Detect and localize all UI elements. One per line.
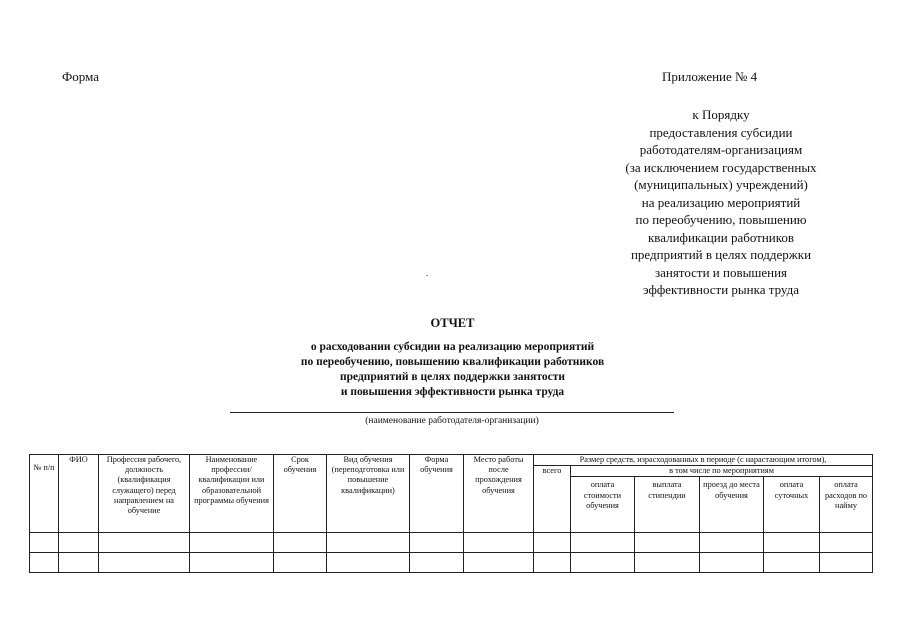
appendix-line: квалификации работников	[647, 229, 795, 245]
header-program: Наименование профессии/ квалификации или образовательной программы обучения	[190, 455, 274, 533]
report-subtitle-line: по переобучению, повышению квалификации работников	[300, 356, 605, 368]
table-cell[interactable]	[700, 533, 764, 553]
table-cell[interactable]	[635, 533, 700, 553]
header-funds-group: Размер средств, израсходованных в периоде (с нарастающим итогом),	[534, 455, 873, 466]
appendix-line: по переобучению, повышению	[635, 212, 807, 227]
table-cell[interactable]	[190, 553, 274, 573]
appendix-title: Приложение № 4	[662, 69, 758, 84]
table-cell[interactable]	[464, 533, 534, 553]
appendix-line: предоставления субсидии	[649, 124, 793, 140]
table-cell[interactable]	[764, 533, 820, 553]
table-cell[interactable]	[99, 533, 190, 553]
table-cell[interactable]	[274, 553, 327, 573]
report-subtitle-line: предприятий в целях поддержки занятости	[339, 371, 566, 383]
table-cell[interactable]	[410, 533, 464, 553]
table-cell[interactable]	[190, 533, 274, 553]
table-row	[30, 553, 873, 573]
appendix-description	[590, 106, 852, 299]
header-training-form: Форма обучения	[410, 455, 464, 533]
header-duration: Срок обучения	[274, 455, 327, 533]
report-subtitle-line: и повышения эффективности рынка труда	[340, 386, 565, 398]
report-title: ОТЧЕТ	[430, 316, 475, 330]
table-cell[interactable]	[59, 533, 99, 553]
table-cell[interactable]	[820, 553, 873, 573]
table-header-row	[30, 455, 873, 466]
appendix-line: (за исключением государственных	[625, 159, 817, 175]
table-cell[interactable]	[534, 533, 571, 553]
table-cell[interactable]	[464, 553, 534, 573]
table-cell[interactable]	[99, 553, 190, 573]
employer-caption: (наименование работодателя-организации)	[365, 416, 539, 426]
appendix-line: предприятий в целях поддержки	[630, 247, 812, 262]
header-sub-tuition: оплата стоимости обучения	[571, 477, 635, 533]
table-cell[interactable]	[59, 553, 99, 573]
appendix-line: работодателям-организациям	[639, 142, 803, 157]
scan-speck	[426, 275, 428, 276]
table-cell[interactable]	[30, 533, 59, 553]
table-cell[interactable]	[764, 553, 820, 573]
header-profession: Профессия рабочего, должность (квалификация служащего) перед направлением на обучение	[99, 455, 190, 533]
header-sub-travel: проезд до места обучения	[700, 477, 764, 533]
header-incl-group: в том числе по мероприятиям	[571, 466, 873, 477]
header-place: Место работы после прохождения обучения	[464, 455, 534, 533]
appendix-line: занятости и повышения	[654, 264, 788, 280]
header-total: всего	[534, 466, 571, 533]
header-training-type: Вид обучения (переподготовка или повышение квалификации)	[327, 455, 410, 533]
report-subtitle-line: о расходовании субсидии на реализацию мероприятий	[310, 341, 595, 353]
table-cell[interactable]	[635, 553, 700, 573]
header-sub-stipend: выплата стипендии	[635, 477, 700, 533]
table-row	[30, 533, 873, 553]
table-cell[interactable]	[571, 533, 635, 553]
header-sub-lodging: оплата расходов по найму	[820, 477, 873, 533]
table-cell[interactable]	[274, 533, 327, 553]
report-heading	[0, 316, 905, 400]
table-cell[interactable]	[30, 553, 59, 573]
appendix-line: (муниципальных) учреждений)	[634, 177, 808, 192]
header-sub-per-diem: оплата суточных	[764, 477, 820, 533]
header-num: № п/п	[30, 455, 59, 533]
table-cell[interactable]	[327, 553, 410, 573]
appendix-line: на реализацию мероприятий	[641, 194, 801, 210]
appendix-line: к Порядку	[692, 107, 750, 122]
header-fio: ФИО	[59, 455, 99, 533]
report-table	[29, 454, 873, 573]
table-cell[interactable]	[820, 533, 873, 553]
table-cell[interactable]	[700, 553, 764, 573]
appendix-line: эффективности рынка труда	[643, 282, 799, 297]
employer-name-field[interactable]	[230, 412, 674, 413]
table-cell[interactable]	[410, 553, 464, 573]
form-label: Форма	[62, 69, 99, 84]
table-cell[interactable]	[327, 533, 410, 553]
table-cell[interactable]	[571, 553, 635, 573]
table-cell[interactable]	[534, 553, 571, 573]
